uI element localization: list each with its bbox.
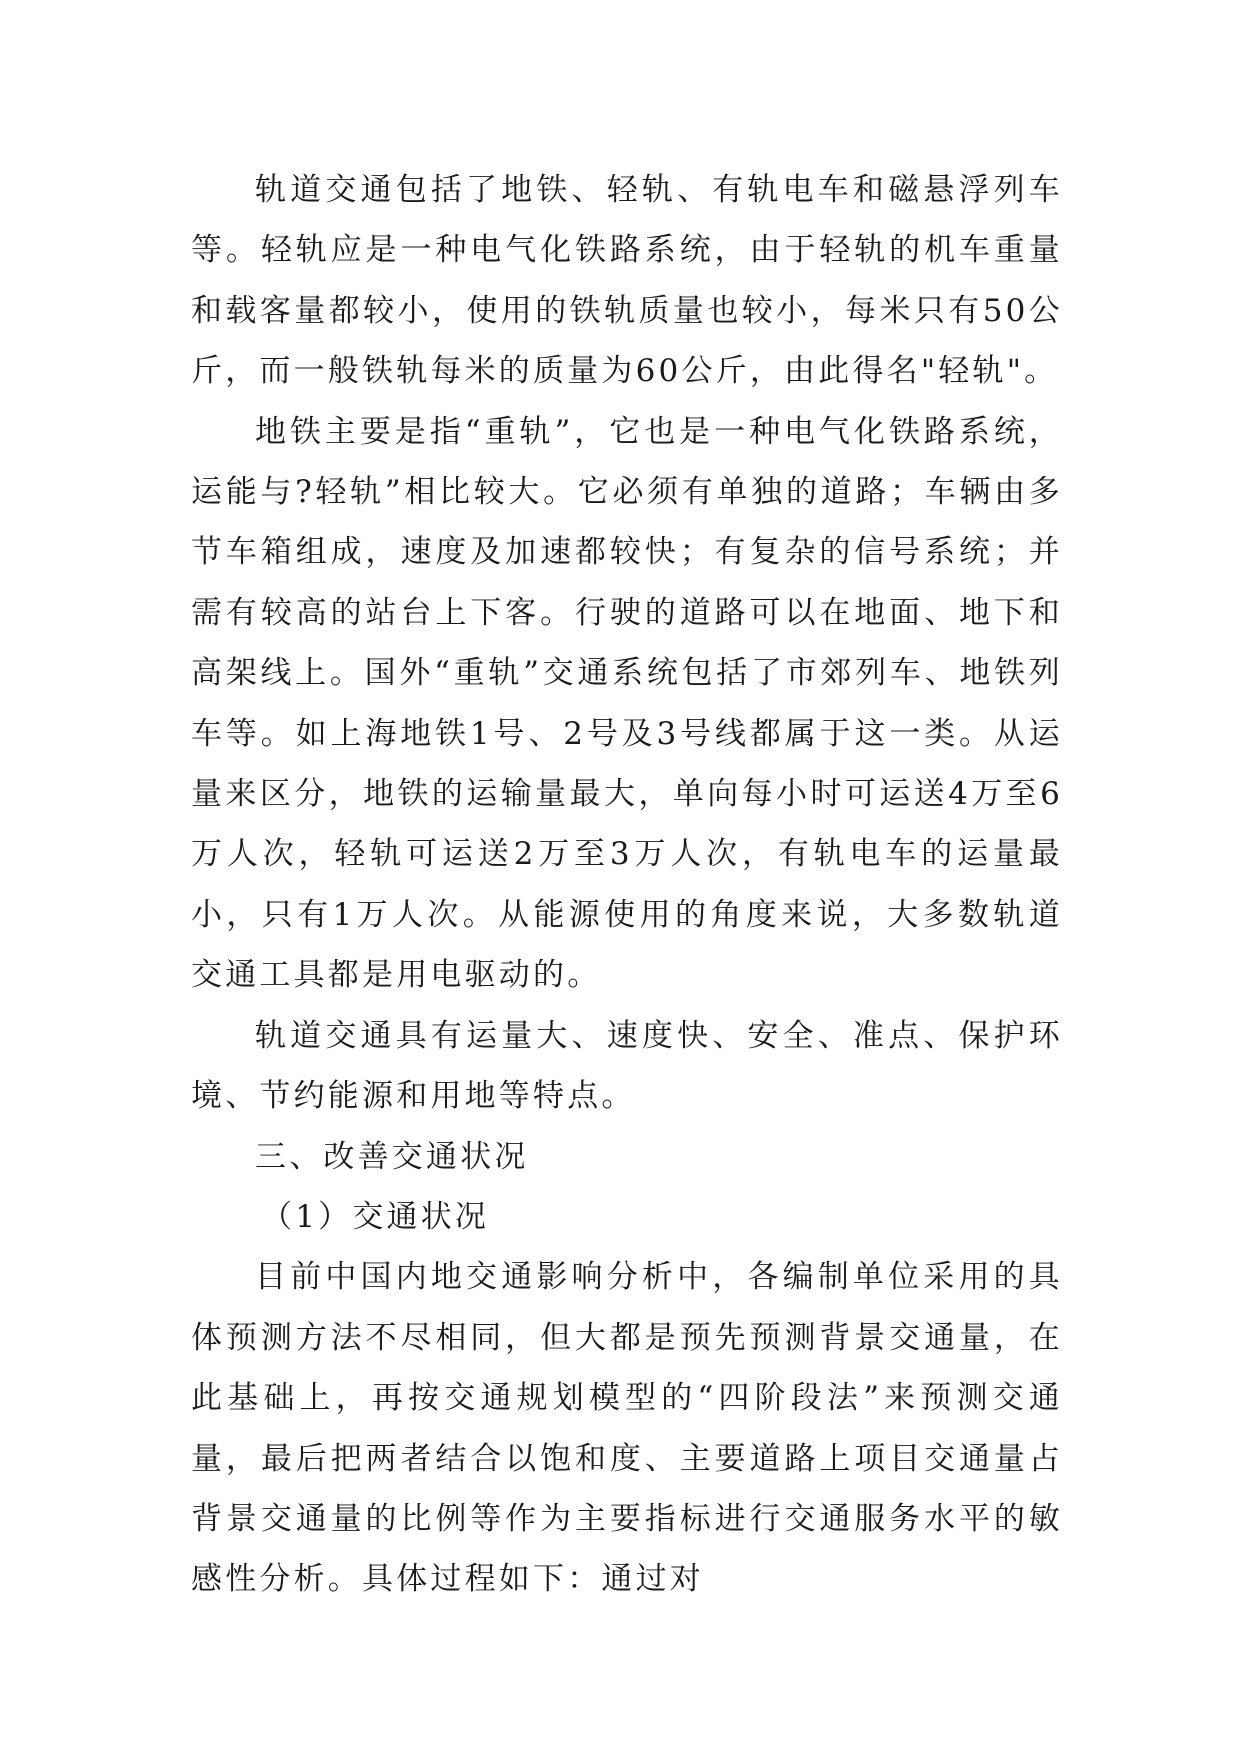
section-heading: 三、改善交通状况: [255, 1138, 529, 1175]
document-body: [191, 160, 1063, 1610]
paragraph-rail-transit-types: 轨道交通包括了地铁、轻轨、有轨电车和磁悬浮列车等。轻轨应是一种电气化铁路系统，由于轻轨的机车重量和载客量都较小，使用的铁轨质量也较小，每米只有50公斤，而一般铁轨每米的质量为60公斤，由此得名"轻轨"。: [191, 172, 1063, 390]
paragraph-traffic-analysis: 目前中国内地交通影响分析中，各编制单位采用的具体预测方法不尽相同，但大都是预先预测背景交通量，在此基础上，再按交通规划模型的“四阶段法”来预测交通量，最后把两者结合以饱和度、主要道路上项目交通量占背景交通量的比例等作为主要指标进行交通服务水平的敏感性分析。具体过程如下：通过对: [191, 1259, 1063, 1598]
subsection-heading: （1）交通状况: [261, 1198, 490, 1235]
paragraph-rail-characteristics: 轨道交通具有运量大、速度快、安全、准点、保护环境、节约能源和用地等特点。: [191, 1017, 1063, 1115]
paragraph-metro-heavy-rail: 地铁主要是指“重轨”，它也是一种电气化铁路系统，运能与?轻轨”相比较大。它必须有单独的道路；车辆由多节车箱组成，速度及加速都较快；有复杂的信号系统；并需有较高的站台上下客。行驶的道路可以在地面、地下和高架线上。国外“重轨”交通系统包括了市郊列车、地铁列车等。如上海地铁1号、2号及3号线都属于这一类。从运量来区分，地铁的运输量最大，单向每小时可运送4万至6万人次，轻轨可运送2万至3万人次，有轨电车的运量最小，只有1万人次。从能源使用的角度来说，大多数轨道交通工具都是用电驱动的。: [191, 413, 1063, 994]
